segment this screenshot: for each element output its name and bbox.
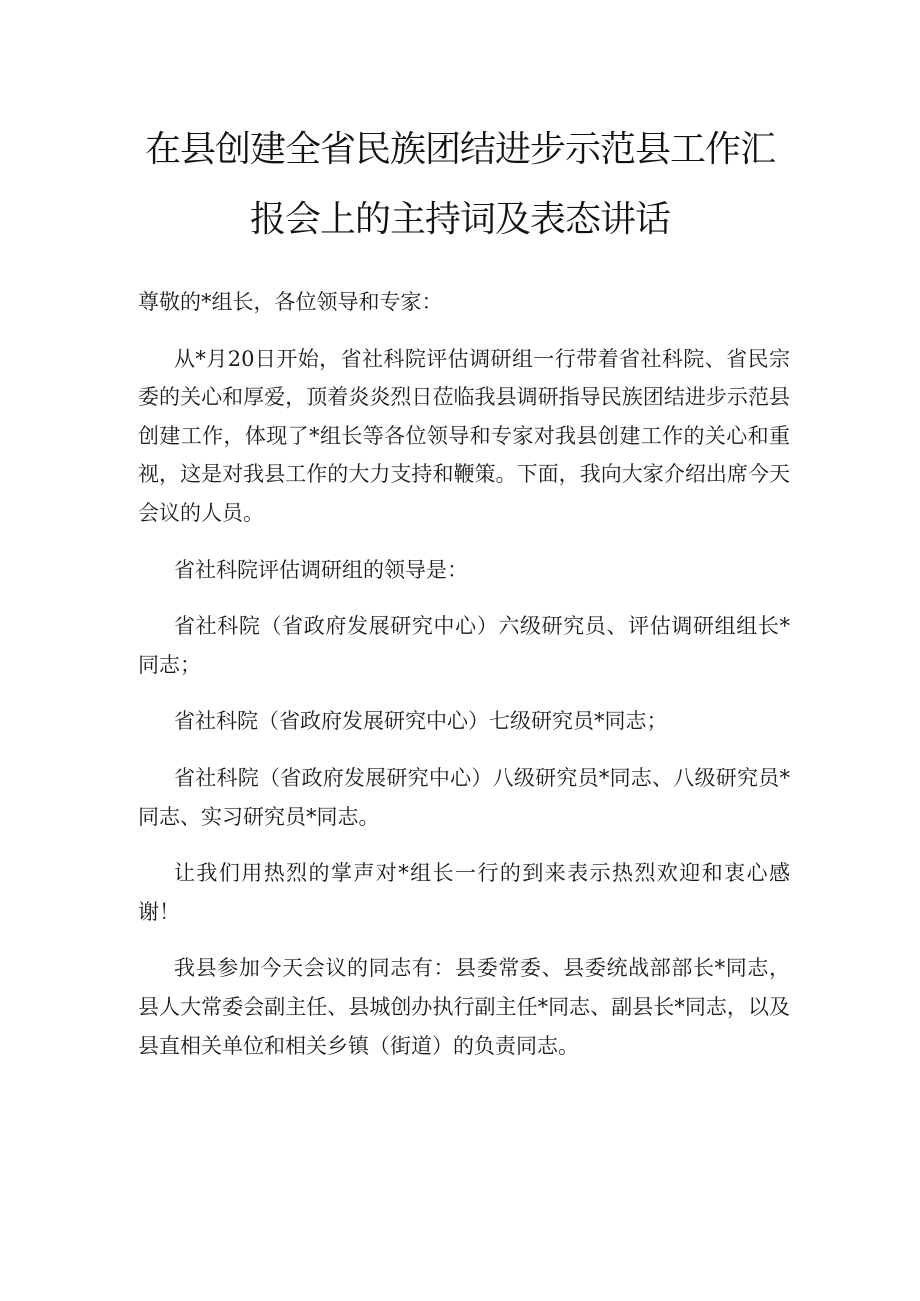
paragraph-welcome: 让我们用热烈的掌声对*组长一行的到来表示热烈欢迎和衷心感谢！ (138, 861, 790, 924)
paragraph-delegate-level8: 省社科院（省政府发展研究中心）八级研究员*同志、八级研究员*同志、实习研究员*同志。 (138, 765, 790, 829)
paragraph-delegation-intro: 省社科院评估调研组的领导是： (174, 557, 468, 582)
document-title-line-1: 在县创建全省民族团结进步示范县工作汇 (144, 129, 775, 170)
paragraph-delegate-level7: 省社科院（省政府发展研究中心）七级研究员*同志； (174, 709, 668, 734)
document-title-line-2: 报会上的主持词及表态讲话 (249, 199, 670, 240)
document-body (138, 283, 790, 1083)
paragraph-opening: 从*月20日开始，省社科院评估调研组一行带着省社科院、省民宗委的关心和厚爱，顶着炎炎烈日莅临我县调研指导民族团结进步示范县创建工作，体现了*组长等各位领导和专家对我县创建工作的关心和重视，这是对我县工作的大力支持和鞭策。下面，我向大家介绍出席今天会议的人员。 (138, 346, 790, 525)
greeting: 尊敬的*组长，各位领导和专家： (138, 290, 443, 314)
paragraph-county-attendees: 我县参加今天会议的同志有：县委常委、县委统战部部长*同志，县人大常委会副主任、县城创办执行副主任*同志、副县长*同志，以及县直相关单位和相关乡镇（街道）的负责同志。 (138, 956, 790, 1058)
paragraph-delegate-leader: 省社科院（省政府发展研究中心）六级研究员、评估调研组组长*同志； (138, 614, 790, 677)
